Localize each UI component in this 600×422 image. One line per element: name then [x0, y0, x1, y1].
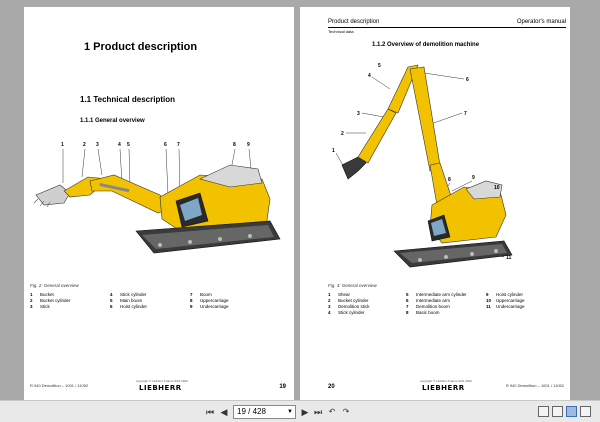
callout-8: 8	[233, 142, 236, 148]
legend-item: 7 Demolition boom	[406, 304, 450, 309]
figure-caption: Fig. 3: General overview	[328, 283, 377, 288]
callout-9: 9	[247, 142, 250, 148]
legend-item: 3 Demolition stick	[328, 304, 370, 309]
prev-page-icon[interactable]: ◀	[220, 407, 228, 417]
callout-8: 8	[448, 177, 451, 183]
legend-item: 5 Main boom	[110, 298, 143, 303]
callout-3: 3	[357, 111, 360, 117]
two-page-icon[interactable]	[566, 406, 577, 417]
page-19	[24, 7, 294, 400]
back-icon[interactable]: ↶	[328, 407, 336, 416]
liebherr-logo: LIEBHERR	[422, 384, 465, 392]
two-page-continuous-icon[interactable]	[580, 406, 591, 417]
legend-item: 1 Bucket	[30, 292, 54, 297]
section-title: 1.1 Technical description	[80, 95, 175, 104]
legend	[30, 292, 280, 322]
page-number: 19	[279, 384, 286, 390]
page-number-input[interactable]: 19 / 428 ▼	[233, 405, 296, 419]
callout-1: 1	[332, 148, 335, 154]
callout-6: 6	[164, 142, 167, 148]
demolition-machine-illustration	[324, 55, 554, 285]
excavator-illustration	[30, 135, 290, 285]
header-title: Product description	[328, 19, 380, 25]
callout-2: 2	[341, 131, 344, 137]
figure-caption: Fig. 2: General overview	[30, 283, 79, 288]
callout-3: 3	[96, 142, 99, 148]
liebherr-logo: LIEBHERR	[139, 384, 182, 392]
single-page-icon[interactable]	[538, 406, 549, 417]
legend-item: 6 Hoist cylinder	[110, 304, 148, 309]
last-page-icon[interactable]: ⏭	[313, 407, 323, 417]
legend-item: 2 Bucket cylinder	[328, 298, 369, 303]
copyright: copyright © Liebherr-France SAS 2020	[420, 379, 472, 383]
header-manual: Operator's manual	[516, 19, 566, 25]
legend-item: 8 Basic boom	[406, 310, 440, 315]
legend-item: 2 Bucket cylinder	[30, 298, 71, 303]
legend-item: 10 Uppercarriage	[486, 298, 525, 303]
chevron-down-icon: ▼	[287, 409, 293, 415]
callout-2: 2	[83, 142, 86, 148]
subsection-title: 1.1.2 Overview of demolition machine	[372, 42, 480, 48]
legend-item: 9 Undercarriage	[190, 304, 229, 309]
header-rule	[328, 27, 566, 28]
legend-item: 8 Uppercarriage	[190, 298, 229, 303]
legend-item: 7 Boom	[190, 292, 212, 297]
legend-item: 9 Hoist cylinder	[486, 292, 524, 297]
callout-7: 7	[464, 111, 467, 117]
footer-doc-id: R 940 Demolition – 1001 / 11052	[505, 383, 564, 388]
continuous-icon[interactable]	[552, 406, 563, 417]
copyright: copyright © Liebherr-France SAS 2020	[136, 379, 188, 383]
callout-10: 10	[494, 185, 500, 191]
page-20	[300, 7, 570, 400]
next-page-icon[interactable]: ▶	[301, 407, 309, 417]
chapter-title: 1 Product description	[84, 41, 198, 53]
legend-item: 4 Stick cylinder	[110, 292, 147, 297]
callout-6: 6	[466, 77, 469, 83]
footer-doc-id: R 940 Demolition – 1001 / 11052	[30, 383, 89, 388]
callout-9: 9	[472, 175, 475, 181]
viewer-toolbar	[0, 400, 600, 422]
callout-7: 7	[177, 142, 180, 148]
legend-item: 6 Intermediate arm	[406, 298, 451, 303]
callout-5: 5	[378, 63, 381, 69]
legend-item: 1 Shear	[328, 292, 351, 297]
legend-item: 4 Stick cylinder	[328, 310, 365, 315]
header-subtitle: Technical data	[328, 29, 354, 34]
page-number: 20	[328, 384, 335, 390]
legend	[328, 292, 568, 322]
subsection-title: 1.1.1 General overview	[80, 118, 145, 124]
callout-4: 4	[118, 142, 121, 148]
forward-icon[interactable]: ↷	[342, 407, 350, 416]
legend-item: 3 Stick	[30, 304, 50, 309]
first-page-icon[interactable]: ⏮	[205, 407, 215, 417]
legend-item: 11 Undercarriage	[486, 304, 525, 309]
callout-4: 4	[368, 73, 371, 79]
callout-5: 5	[127, 142, 130, 148]
legend-item: 5 Intermediate arm cylinder	[406, 292, 467, 297]
callout-11: 11	[506, 255, 512, 261]
callout-1: 1	[61, 142, 64, 148]
